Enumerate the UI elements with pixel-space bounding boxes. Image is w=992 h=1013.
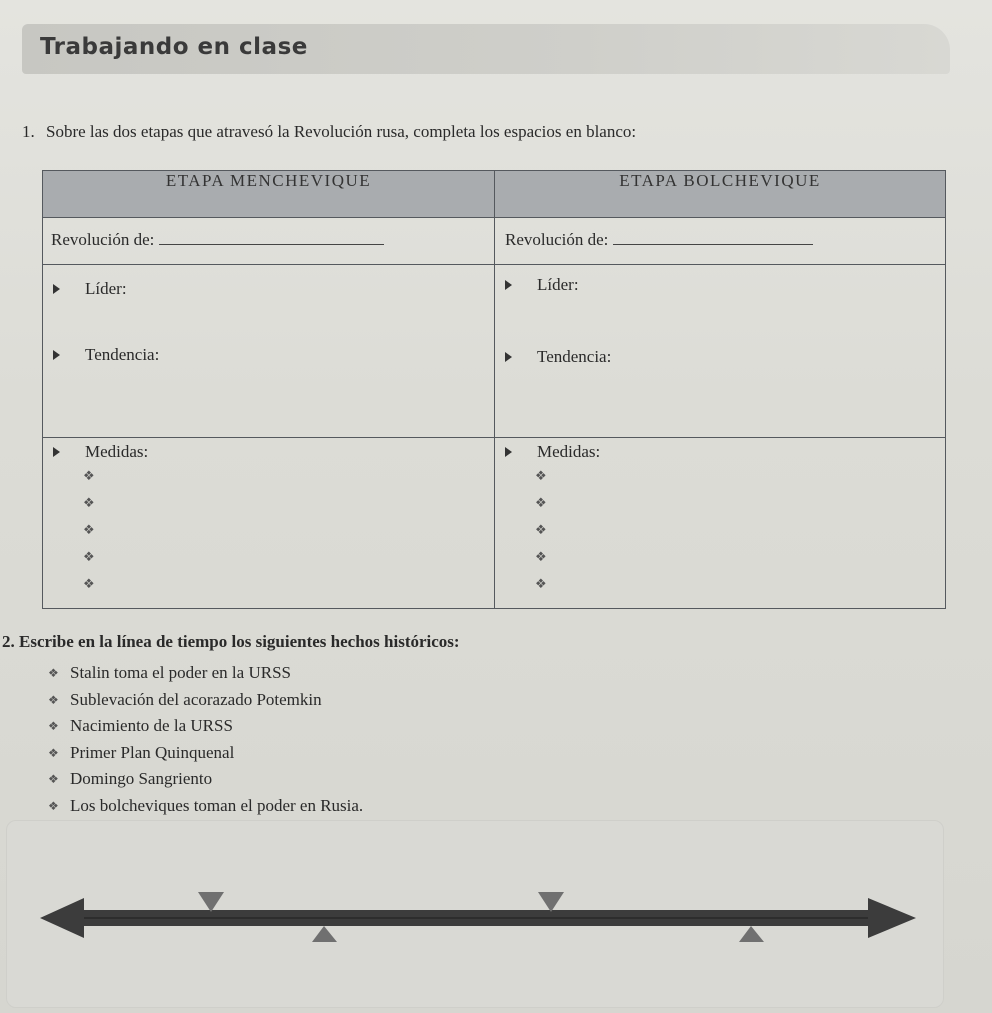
timeline-marker-up-icon[interactable] (739, 926, 764, 942)
event-label: Los bolcheviques toman el poder en Rusia. (70, 795, 364, 815)
bolchevique-lider-tendencia-cell[interactable] (495, 265, 946, 438)
event-label: Primer Plan Quinquenal (70, 742, 235, 762)
event-label: Nacimiento de la URSS (70, 716, 233, 735)
diamond-bullet-icon: ❖ (48, 719, 59, 733)
event-label: Domingo Sangriento (70, 769, 213, 788)
diamond-bullet-icon: ❖ (535, 522, 547, 537)
timeline-marker-down-icon[interactable] (198, 892, 224, 912)
diamond-bullet-icon: ❖ (535, 549, 547, 564)
list-item (48, 766, 363, 793)
diamond-bullet-icon: ❖ (48, 798, 59, 813)
list-item (48, 740, 363, 767)
bolchevique-lider-label: Líder: (537, 275, 579, 294)
menchevique-medidas-label: Medidas: (85, 442, 149, 461)
bolchevique-tendencia-label: Tendencia: (537, 347, 612, 366)
events-list (48, 660, 363, 819)
diamond-bullet-icon: ❖ (48, 772, 59, 786)
list-item (48, 793, 363, 820)
menchevique-heading: ETAPA MENCHEVIQUE (43, 171, 495, 218)
stages-table (42, 170, 946, 609)
menchevique-lider-tendencia-cell[interactable] (43, 265, 495, 438)
timeline-marker-up-icon[interactable] (312, 926, 337, 942)
bolchevique-medidas-label: Medidas: (537, 442, 601, 461)
menchevique-medidas-cell[interactable] (43, 438, 495, 609)
diamond-bullet-icon: ❖ (535, 468, 547, 483)
list-item (48, 687, 363, 714)
event-label: Sublevación del acorazado Potemkin (70, 689, 322, 709)
diamond-bullet-icon: ❖ (83, 468, 95, 483)
bullet-arrow-icon (53, 284, 60, 294)
question-1-text: Sobre las dos etapas que atravesó la Revolución rusa, completa los espacios en blanco: (46, 122, 637, 141)
diamond-bullet-icon: ❖ (83, 495, 95, 510)
bolchevique-heading: ETAPA BOLCHEVIQUE (495, 171, 946, 218)
diamond-bullet-icon: ❖ (83, 549, 95, 564)
bolchevique-revolucion-blank[interactable] (613, 230, 813, 245)
bullet-arrow-icon (505, 352, 512, 362)
diamond-bullet-icon: ❖ (48, 666, 59, 680)
bolchevique-medidas-cell[interactable] (495, 438, 946, 609)
section-title: Trabajando en clase (40, 34, 308, 60)
diamond-bullet-icon: ❖ (83, 522, 95, 537)
bullet-arrow-icon (53, 350, 60, 360)
menchevique-tendencia-label: Tendencia: (85, 345, 160, 364)
diamond-bullet-icon: ❖ (535, 495, 547, 510)
question-1 (22, 122, 636, 142)
menchevique-revolucion-cell[interactable] (43, 218, 495, 265)
question-2-text: 2. Escribe en la línea de tiempo los siguientes hechos históricos: (2, 632, 460, 651)
question-1-number: 1. (22, 122, 35, 141)
diamond-bullet-icon: ❖ (535, 576, 547, 591)
bullet-arrow-icon (53, 447, 60, 457)
menchevique-revolucion-label: Revolución de: (51, 230, 155, 249)
diamond-bullet-icon: ❖ (48, 692, 59, 707)
timeline-graphic (0, 880, 992, 960)
timeline-marker-down-icon[interactable] (538, 892, 564, 912)
bullet-arrow-icon (505, 280, 512, 290)
event-label: Stalin toma el poder en la URSS (70, 663, 291, 682)
bolchevique-revolucion-cell[interactable] (495, 218, 946, 265)
menchevique-revolucion-blank[interactable] (159, 230, 384, 245)
list-item (48, 660, 363, 687)
list-item (48, 713, 363, 740)
bolchevique-revolucion-label: Revolución de: (505, 230, 609, 249)
bullet-arrow-icon (505, 447, 512, 457)
menchevique-lider-label: Líder: (85, 279, 127, 298)
diamond-bullet-icon: ❖ (48, 745, 59, 760)
diamond-bullet-icon: ❖ (83, 576, 95, 591)
